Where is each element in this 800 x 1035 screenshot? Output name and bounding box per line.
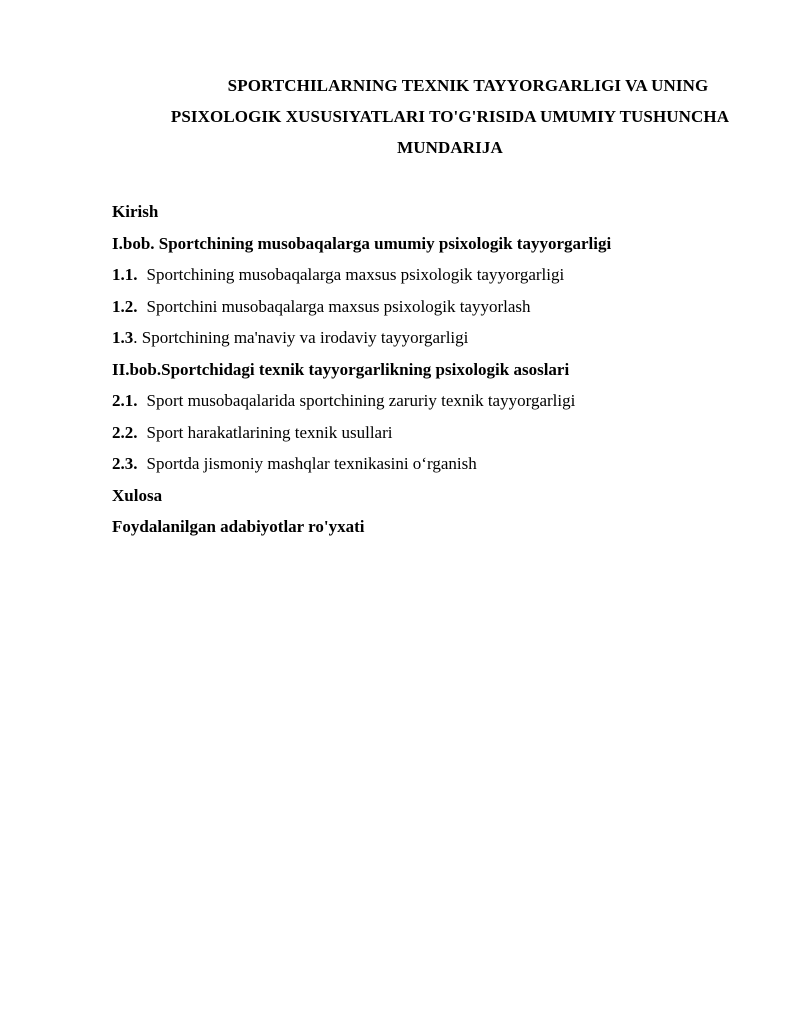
toc-section-2-2 <box>112 417 772 449</box>
section-number: 2.1. <box>112 391 138 410</box>
section-number: 1.1. <box>112 265 138 284</box>
toc-chapter-2: II.bob.Sportchidagi texnik tayyorgarlikning psixologik asoslari <box>112 359 570 379</box>
toc-section-2-3 <box>112 448 772 480</box>
section-number: 1.3 <box>112 328 134 347</box>
toc-section-1-3 <box>112 322 772 354</box>
toc-section-2-1 <box>112 385 772 417</box>
section-title: . Sportchining ma'naviy va irodaviy tayyorgarligi <box>133 328 469 347</box>
section-number: 2.2. <box>112 422 138 442</box>
toc-section-1-2 <box>112 291 772 323</box>
title-line-2: PSIXOLOGIK XUSUSIYATLARI TO'G'RISIDA UMUMIY TUSHUNCHA <box>170 107 730 126</box>
section-number: 1.2. <box>112 296 138 316</box>
toc-references: Foydalanilgan adabiyotlar ro'yxati <box>112 517 365 536</box>
toc-section-1-1 <box>112 259 772 291</box>
toc-conclusion: Xulosa <box>112 485 163 505</box>
section-title: Sportchining musobaqalarga maxsus psixologik tayyorgarligi <box>146 265 565 284</box>
table-of-contents <box>112 196 772 543</box>
title-line-1: SPORTCHILARNING TEXNIK TAYYORGARLIGI VA UNING <box>227 76 709 95</box>
section-number: 2.3. <box>112 454 138 473</box>
section-title: Sportda jismoniy mashqlar texnikasini o‘rganish <box>146 454 477 473</box>
section-title: Sport harakatlarining texnik usullari <box>146 422 393 442</box>
section-title: Sport musobaqalarida sportchining zaruriy texnik tayyorgarligi <box>146 391 576 410</box>
contents-heading: MUNDARIJA <box>397 138 503 157</box>
section-title: Sportchini musobaqalarga maxsus psixologik tayyorlash <box>146 296 531 316</box>
toc-introduction: Kirish <box>112 202 159 221</box>
document-title <box>110 70 790 163</box>
toc-chapter-1: I.bob. Sportchining musobaqalarga umumiy psixologik tayyorgarligi <box>112 233 612 253</box>
